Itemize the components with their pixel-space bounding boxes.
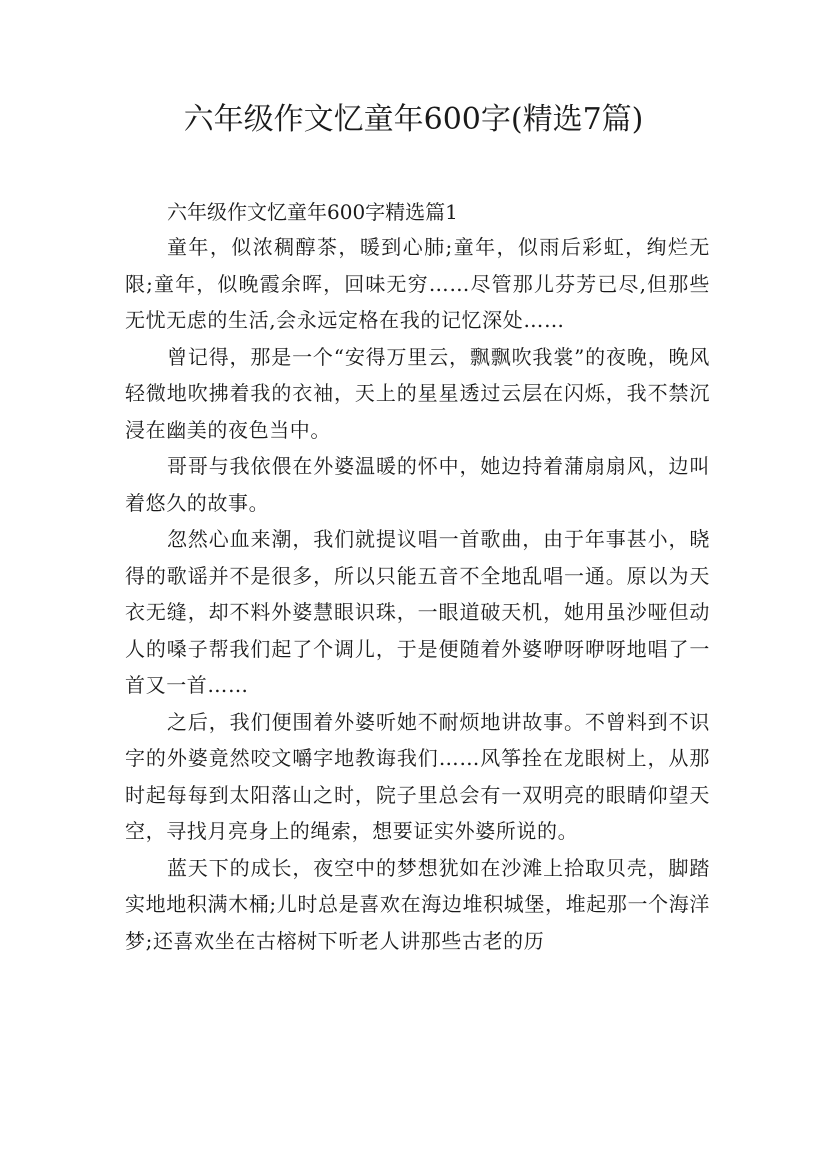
paragraph: 曾记得，那是一个“安得万里云，飘飘吹我裳”的夜晚，晚风轻微地吹拂着我的衣袖，天上的星星透过云层在闪烁，我不禁沉浸在幽美的夜色当中。	[125, 344, 710, 442]
document-body	[125, 195, 710, 959]
paragraph: 童年，似浓稠醇茶，暖到心肺;童年，似雨后彩虹，绚烂无限;童年，似晚霞余晖，回味无穷……尽管那儿芬芳已尽,但那些无忧无虑的生活,会永远定格在我的记忆深处……	[125, 235, 710, 332]
paragraph: 哥哥与我依偎在外婆温暖的怀中，她边持着蒲扇扇风，边叫着悠久的故事。	[125, 454, 710, 515]
paragraph: 忽然心血来潮，我们就提议唱一首歌曲，由于年事甚小，晓得的歌谣并不是很多，所以只能五音不全地乱唱一通。原以为天衣无缝，却不料外婆慧眼识珠，一眼道破天机，她用虽沙哑但动人的嗓子帮我们起了个调儿，于是便随着外婆咿呀咿呀地唱了一首又一首……	[125, 527, 710, 697]
document-title: 六年级作文忆童年600字(精选7篇)	[183, 102, 644, 137]
paragraph: 蓝天下的成长，夜空中的梦想犹如在沙滩上拾取贝壳，脚踏实地地积满木桶;儿时总是喜欢在海边堆积城堡，堆起那一个海洋梦;还喜欢坐在古榕树下听老人讲那些古老的历	[125, 855, 710, 953]
paragraph: 之后，我们便围着外婆听她不耐烦地讲故事。不曾料到不识字的外婆竟然咬文嚼字地教诲我们……风筝拴在龙眼树上，从那时起每每到太阳落山之时，院子里总会有一双明亮的眼睛仰望天空，寻找月亮身上的绳索，想要证实外婆所说的。	[125, 709, 710, 843]
section-heading: 六年级作文忆童年600字精选篇1	[167, 200, 458, 224]
